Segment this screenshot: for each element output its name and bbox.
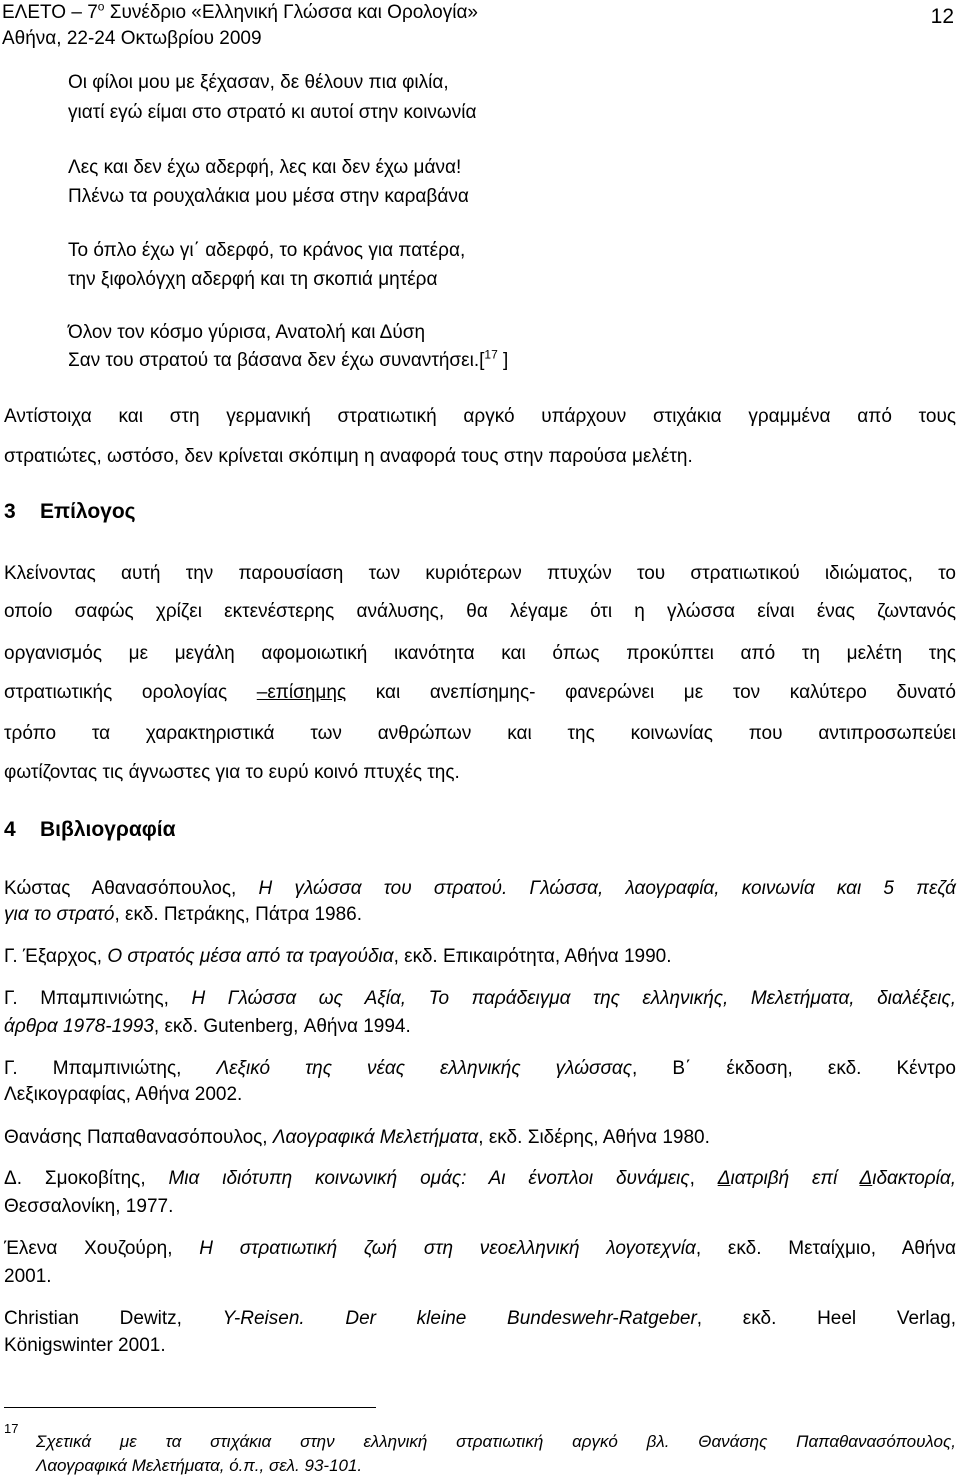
body-text-line: φωτίζοντας τις άγνωστες για το ευρύ κοινό πτυχές της. — [4, 762, 460, 783]
running-header — [2, 0, 478, 52]
bibliography-entry: Κώστας Αθανασόπουλος, Η γλώσσα του στρατού. Γλώσσα, λαογραφία, κοινωνία και 5 πεζά — [4, 878, 956, 899]
body-text-line: οποίο σαφώς χρίζει εκτενέστερης ανάλυσης, θα λέγαμε ότι η γλώσσα είναι ένας ζωντανός — [4, 601, 956, 622]
body-text-line: στρατιώτες, ωστόσο, δεν κρίνεται σκόπιμη η αναφορά τους στην παρούσα μελέτη. — [4, 446, 693, 467]
poem-line: Όλον τον κόσμο γύρισα, Ανατολή και Δύση — [68, 322, 426, 343]
bibliography-entry-cont: 2001. — [4, 1266, 52, 1287]
footnote-text: Σχετικά με τα στιχάκια στην ελληνική στρατιωτική αργκό βλ. Θανάσης Παπαθανασόπουλος, — [36, 1432, 956, 1451]
bibliography-entry: Γ. Μπαμπινιώτης, Η Γλώσσα ως Αξία, Το παράδειγμα της ελληνικής, Μελετήματα, διαλέξεις, — [4, 988, 956, 1009]
footnote-number: 17 — [4, 1421, 19, 1436]
bibliography-entry-cont: Θεσσαλονίκη, 1977. — [4, 1196, 174, 1217]
body-text-line: στρατιωτικής ορολογίας –επίσημης και ανεπίσημης- φανερώνει με τον καλύτερο δυνατό — [4, 682, 956, 703]
bibliography-entry: Γ. Μπαμπινιώτης, Λεξικό της νέας ελληνικής γλώσσας, Β΄ έκδοση, εκδ. Κέντρο — [4, 1058, 957, 1079]
header-conference-title: ΕΛΕΤΟ – $7^o$ Συνέδριο «Ελληνική Γλώσσα και Ορολογία» — [2, 0, 479, 23]
bibliography-entry-cont: Λεξικογραφίας, Αθήνα 2002. — [4, 1084, 243, 1105]
footnote-separator — [4, 1407, 376, 1408]
bibliography-entry-cont: Königswinter 2001. — [4, 1335, 166, 1356]
bibliography-entry-cont: για το στρατό, εκδ. Πετράκης, Πάτρα 1986. — [4, 904, 363, 925]
header-location-date: Αθήνα, 22-24 Οκτωβρίου 2009 — [2, 28, 262, 49]
bibliography-entry: Θανάσης Παπαθανασόπουλος, Λαογραφικά Μελετήματα, εκδ. Σιδέρης, Αθήνα 1980. — [4, 1127, 710, 1148]
bibliography-entry-cont: άρθρα 1978-1993, εκδ. Gutenberg, Αθήνα 1994. — [4, 1016, 411, 1037]
section-number: 3 — [4, 500, 16, 523]
section-heading — [4, 818, 176, 842]
poem-line: Το όπλο έχω γι΄ αδερφό, το κράνος για πατέρα, — [68, 240, 466, 261]
bibliography-entry: Έλενα Χουζούρη, Η στρατιωτική ζωή στη νεοελληνική λογοτεχνία, εκδ. Μεταίχμιο, Αθήνα — [4, 1238, 956, 1259]
body-text-line: Αντίστοιχα και στη γερμανική στρατιωτική αργκό υπάρχουν στιχάκια γραμμένα από τους — [4, 406, 956, 427]
section-title: Επίλογος — [40, 500, 136, 523]
bibliography-entry: Christian Dewitz, Y-Reisen. Der kleine Bundeswehr-Ratgeber, εκδ. Heel Verlag, — [4, 1308, 956, 1329]
poem-line-with-footnote-ref: Σαν του στρατού τα βάσανα δεν έχω συναντήσει.[$^{17}$ ] — [68, 347, 509, 371]
section-heading — [4, 500, 136, 524]
footnote-text-cont: Λαογραφικά Μελετήματα, ό.π., σελ. 93-101. — [36, 1456, 363, 1475]
bibliography-entry: Γ. Έξαρχος, Ο στρατός μέσα από τα τραγούδια, εκδ. Επικαιρότητα, Αθήνα 1990. — [4, 946, 672, 967]
section-number: 4 — [4, 818, 16, 841]
poem-line: Λες και δεν έχω αδερφή, λες και δεν έχω μάνα! — [68, 157, 462, 178]
page-number: 12 — [930, 5, 954, 28]
body-text-line: Κλείνοντας αυτή την παρουσίαση των κυριότερων πτυχών του στρατιωτικού ιδιώματος, το — [4, 563, 956, 584]
poem-line: Πλένω τα ρουχαλάκια μου μέσα στην καραβάνα — [68, 186, 469, 207]
poem-line: γιατί εγώ είμαι στο στρατό κι αυτοί στην κοινωνία — [68, 102, 477, 123]
body-text-line: οργανισμός με μεγάλη αφομοιωτική ικανότητα και όπως προκύπτει από τη μελέτη της — [4, 643, 956, 664]
footnote-ref[interactable]: 17 — [484, 347, 498, 362]
poem-line: Οι φίλοι μου με ξέχασαν, δε θέλουν πια φιλία, — [68, 72, 449, 93]
bibliography-entry: Δ. Σμοκοβίτης, Μια ιδιότυπη κοινωνική ομάς: Αι ένοπλοι δυνάμεις, Διατριβή επί Διδακτορία, — [4, 1168, 956, 1189]
body-text-line: τρόπο τα χαρακτηριστικά των ανθρώπων και της κοινωνίας που αντιπροσωπεύει — [4, 723, 956, 744]
section-title: Βιβλιογραφία — [40, 818, 176, 841]
poem-line: την ξιφολόγχη αδερφή και τη σκοπιά μητέρα — [68, 269, 438, 290]
